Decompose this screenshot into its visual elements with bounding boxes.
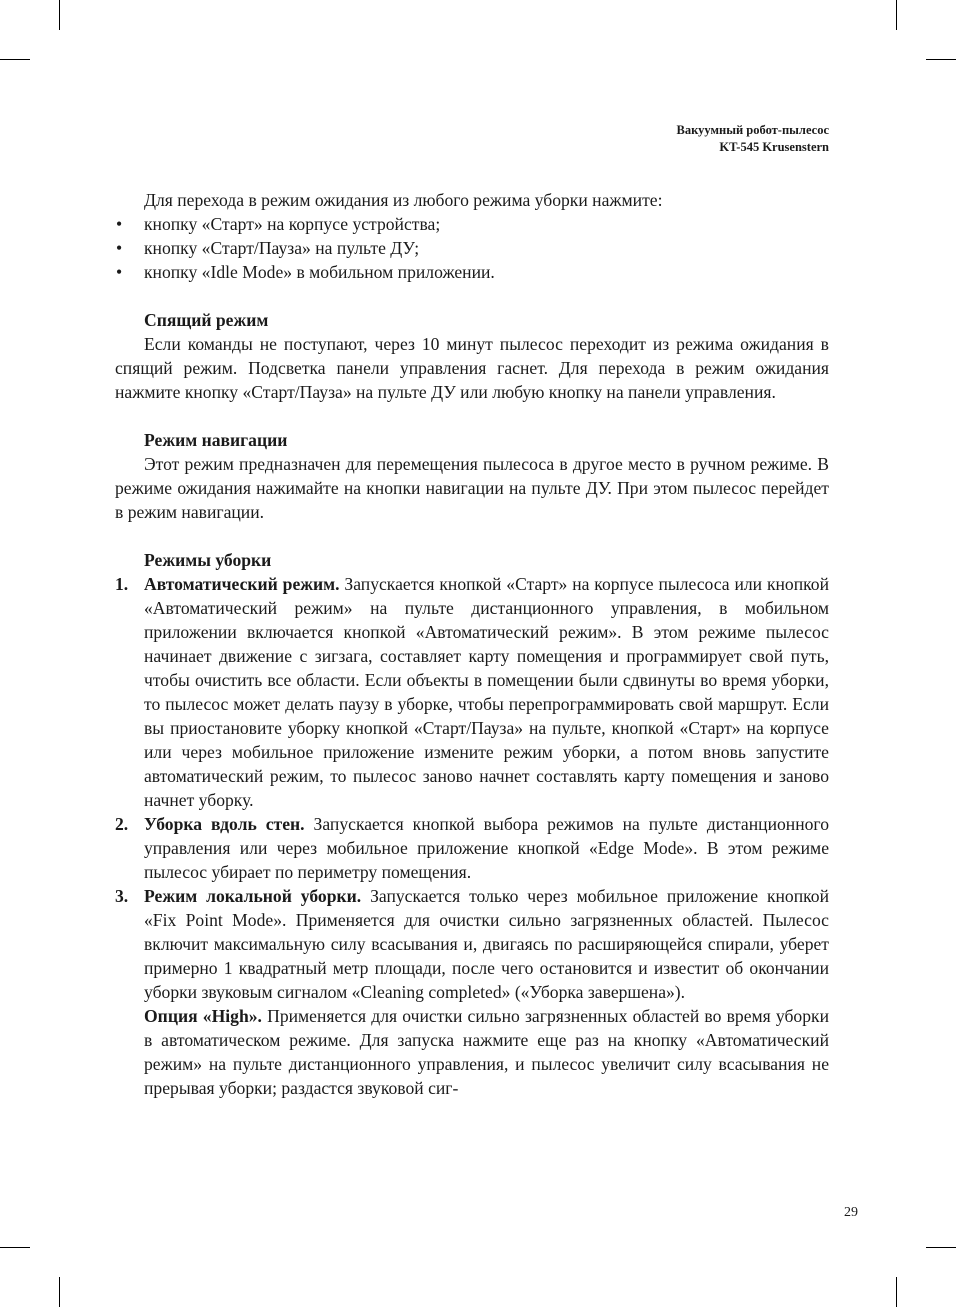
sleep-mode-paragraph: Если команды не поступают, через 10 минут пылесос переходит из режима ожидания в спящий режим. Подсветка панели управления гаснет. Для перехода в режим ожидания нажмите кнопку «Старт/Пауза» на пульте ДУ или любую кнопку на панели управления. — [115, 334, 829, 402]
item-text: Запускается кнопкой «Старт» на корпусе пылесоса или кнопкой «Автоматический режим» на пульте дистанционного управления, в мобильном приложении включается кнопкой «Автоматический режим». В этом режиме пылесос начинает движение с зигзага, составляет карту помещения и программирует свой путь, чтобы очистить все области. Если объекты в помещении были сдвинуты во время уборки, то пылесос может делать паузу в уборке, чтобы перепрограммировать свой маршрут. Если вы приостановите уборку кнопкой «Старт/Пауза» на пульте, кнопкой «Старт» на корпусе или через мобильное приложение измените режим уборки, а потом вновь запустите автоматический режим, то пылесос заново начнет составлять карту помещения и заново начнет уборку. — [144, 574, 829, 810]
crop-mark — [926, 1247, 956, 1248]
navigation-mode-paragraph: Этот режим предназначен для перемещения пылесоса в другое место в ручном режиме. В режиме ожидания нажимайте на кнопки навигации на пульте ДУ. При этом пылесос перейдет в режим навигации. — [115, 454, 829, 522]
page-content — [115, 188, 829, 1100]
crop-mark — [926, 59, 956, 60]
cleaning-mode-item — [115, 812, 829, 884]
crop-mark — [896, 0, 897, 30]
crop-mark — [896, 1277, 897, 1307]
running-header — [677, 122, 829, 156]
page-number: 29 — [844, 1205, 858, 1220]
cleaning-mode-item — [115, 572, 829, 812]
standby-options-list — [115, 212, 829, 284]
cleaning-mode-item — [115, 884, 829, 1100]
high-option-paragraph — [144, 1004, 829, 1100]
header-product-type: Вакуумный робот-пылесос — [676, 123, 829, 137]
crop-mark — [0, 59, 30, 60]
intro-paragraph: Для перехода в режим ожидания из любого режима уборки нажмите: — [144, 190, 663, 210]
header-model: KT-545 Krusenstern — [719, 140, 829, 154]
option-title: Опция «High». — [144, 1006, 262, 1026]
navigation-mode-heading: Режим навигации — [144, 430, 288, 450]
list-item: • кнопку «Старт/Пауза» на пульте ДУ; — [115, 236, 829, 260]
item-number: 2. — [115, 814, 129, 834]
crop-mark — [59, 1277, 60, 1307]
item-title: Автоматический режим. — [144, 574, 340, 594]
crop-mark — [59, 0, 60, 30]
item-title: Режим локальной уборки. — [144, 886, 362, 906]
sleep-mode-heading: Спящий режим — [144, 310, 269, 330]
option-text: Применяется для очистки сильно загрязненных областей во время уборки в автоматическом режиме. Для запуска нажмите еще раз на кнопку «Автоматический режим» на пульте дистанционного управления, и пылесос увеличит силу всасывания не прерывая уборки; раздастся звуковой сиг- — [144, 1006, 829, 1098]
item-number: 1. — [115, 574, 129, 594]
cleaning-modes-list — [115, 572, 829, 1100]
cleaning-modes-heading: Режимы уборки — [144, 550, 272, 570]
list-item: • кнопку «Idle Mode» в мобильном приложении. — [115, 260, 829, 284]
item-title: Уборка вдоль стен. — [144, 814, 305, 834]
item-text: Запускается только через мобильное приложение кнопкой «Fix Point Mode». Применяется для очистки сильно загрязненных областей. Пылесос включит максимальную силу всасывания и, двигаясь по расширяющейся спирали, уберет примерно 1 квадратный метр площади, после чего остановится и известит об окончании уборки звуковым сигналом «Cleaning completed» («Уборка завершена»). — [144, 886, 829, 1002]
item-text: Запускается кнопкой выбора режимов на пульте дистанционного управления или через мобильное приложение кнопкой «Edge Mode». В этом режиме пылесос убирает по периметру помещения. — [144, 814, 829, 882]
list-item: • кнопку «Старт» на корпусе устройства; — [115, 212, 829, 236]
crop-mark — [0, 1247, 30, 1248]
item-number: 3. — [115, 886, 129, 906]
